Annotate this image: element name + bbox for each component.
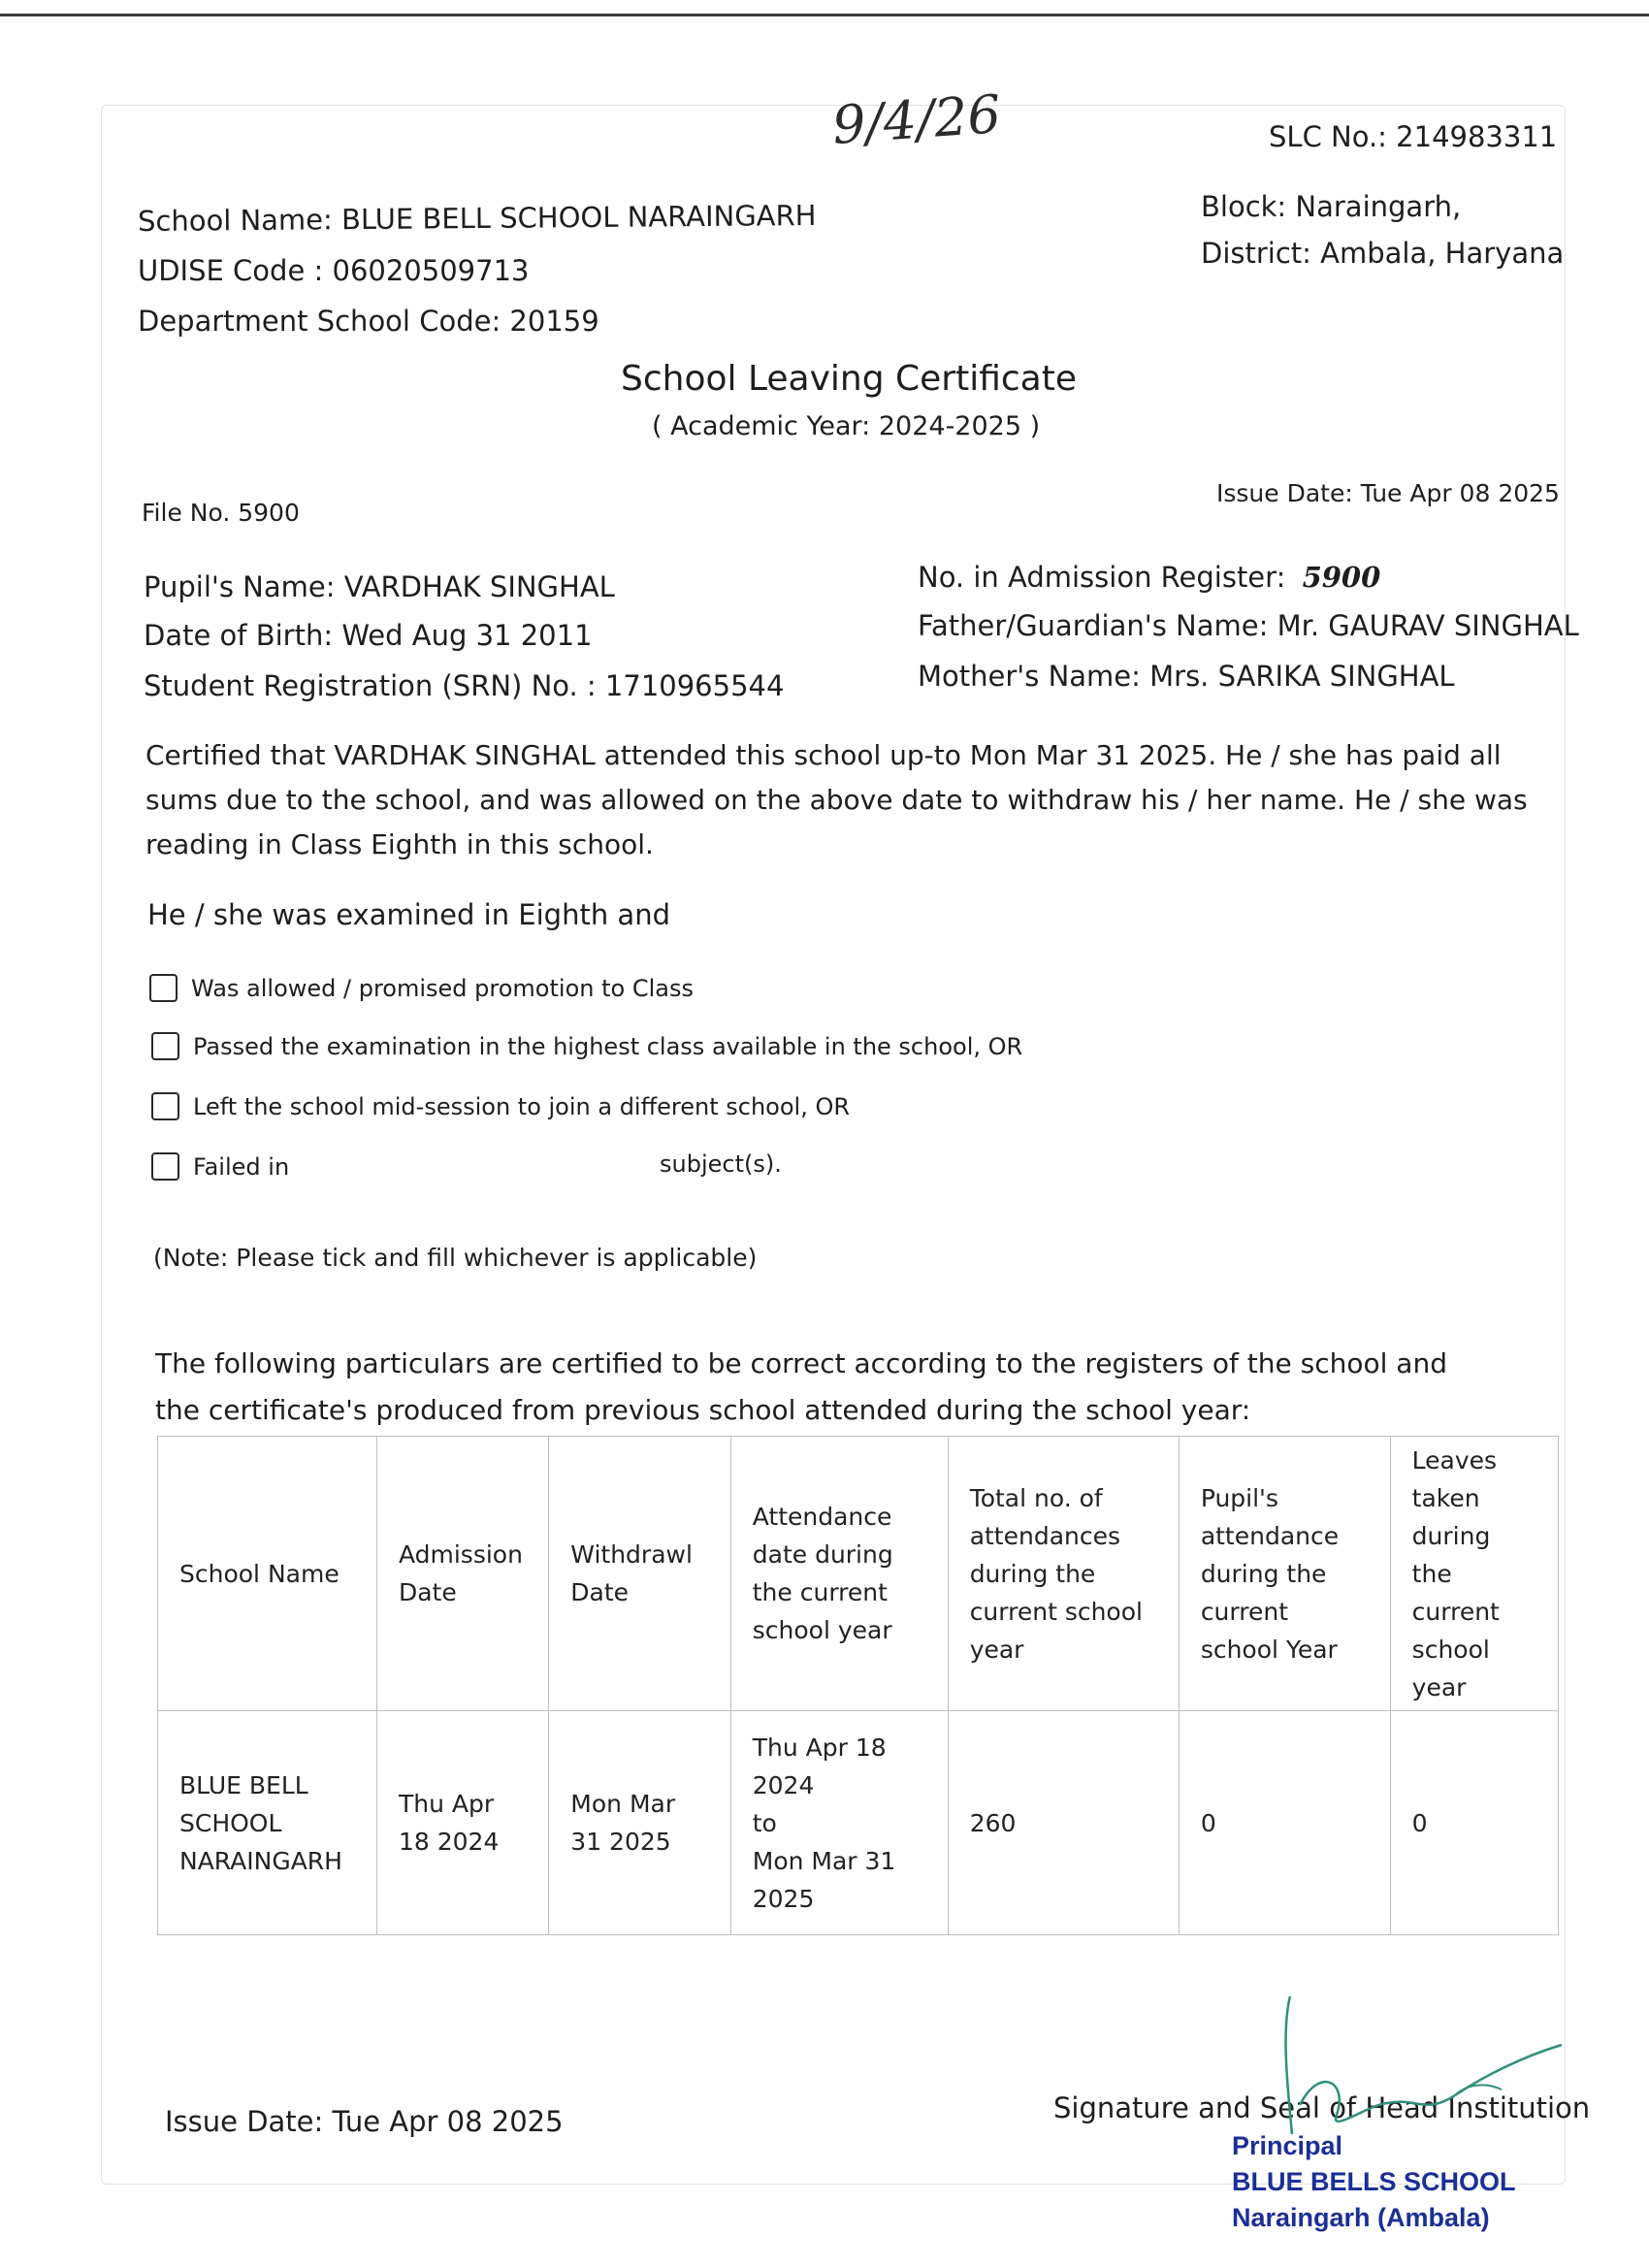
date-of-birth: Date of Birth: Wed Aug 31 2011 [144, 619, 593, 652]
attendance-to: Mon Mar 31 2025 [752, 1846, 896, 1913]
cell-pupil-attendance: 0 [1179, 1711, 1390, 1935]
header-total-attendances: Total no. of attendances during the current school year [948, 1437, 1179, 1711]
option-label: Was allowed / promised promotion to Class [191, 974, 694, 1002]
failed-checkbox[interactable] [151, 1152, 179, 1181]
father-name: Father/Guardian's Name: Mr. GAURAV SINGHAL [918, 609, 1579, 642]
seal-line-school: BLUE BELLS SCHOOL [1232, 2167, 1516, 2196]
left-checkbox[interactable] [151, 1092, 179, 1120]
srn-number: Student Registration (SRN) No. : 1710965544 [144, 669, 785, 702]
scan-top-edge [0, 14, 1649, 16]
option-failed[interactable] [151, 1152, 289, 1181]
mother-name: Mother's Name: Mrs. SARIKA SINGHAL [918, 660, 1455, 693]
district: District: Ambala, Haryana [1201, 237, 1565, 270]
file-number: File No. 5900 [142, 499, 300, 527]
cell-withdrawl-date: Mon Mar 31 2025 [549, 1711, 730, 1935]
attendance-from: Thu Apr 18 2024 [752, 1733, 887, 1799]
table-header-row [158, 1437, 1559, 1711]
signature-label: Signature and Seal of Head Institution [1053, 2091, 1591, 2124]
promotion-checkbox[interactable] [149, 974, 178, 1002]
slc-number: SLC No.: 214983311 [1269, 120, 1558, 153]
handwritten-date: 9/4/26 [830, 83, 1003, 156]
option-label: Failed in [193, 1152, 290, 1181]
note: (Note: Please tick and fill whichever is applicable) [153, 1244, 758, 1272]
udise-code: UDISE Code : 06020509713 [138, 254, 530, 287]
issue-date-bottom: Issue Date: Tue Apr 08 2025 [165, 2105, 564, 2138]
cell-school-name: BLUE BELL SCHOOL NARAINGARH [158, 1711, 377, 1935]
header-admission-date: Admission Date [376, 1437, 548, 1711]
certificate-title: School Leaving Certificate [621, 359, 1078, 399]
seal-line-location: Naraingarh (Ambala) [1232, 2203, 1490, 2232]
header-pupil-attendance: Pupil's attendance during the current school Year [1179, 1437, 1390, 1711]
option-promotion[interactable] [149, 974, 694, 1002]
header-school-name: School Name [158, 1437, 377, 1711]
admission-register-label: No. in Admission Register: [918, 561, 1286, 594]
issue-date-top: Issue Date: Tue Apr 08 2025 [1216, 479, 1560, 507]
failed-subjects-suffix: subject(s). [660, 1150, 782, 1178]
principal-seal [1232, 2128, 1516, 2236]
header-leaves-taken: Leaves taken during the current school year [1390, 1437, 1558, 1711]
seal-line-principal: Principal [1232, 2131, 1343, 2160]
option-label: Passed the examination in the highest class available in the school, OR [193, 1032, 1023, 1060]
particulars-table [157, 1436, 1559, 1935]
cell-leaves-taken: 0 [1390, 1711, 1558, 1935]
attendance-to-word: to [752, 1808, 777, 1837]
examined-line: He / she was examined in Eighth and [147, 898, 670, 931]
pupil-name: Pupil's Name: VARDHAK SINGHAL [144, 570, 615, 603]
block: Block: Naraingarh, [1201, 190, 1462, 223]
admission-register-value: 5900 [1302, 561, 1381, 594]
option-passed-highest[interactable] [151, 1032, 1022, 1060]
cell-total-attendances: 260 [948, 1711, 1179, 1935]
option-label: Left the school mid-session to join a different school, OR [193, 1092, 851, 1120]
option-left-mid-session[interactable] [151, 1092, 850, 1120]
header-attendance-date: Attendance date during the current school year [730, 1437, 948, 1711]
department-school-code: Department School Code: 20159 [138, 305, 599, 338]
school-name: School Name: BLUE BELL SCHOOL NARAINGARH [137, 198, 817, 239]
academic-year: ( Academic Year: 2024-2025 ) [652, 411, 1041, 441]
particulars-intro: The following particulars are certified to be correct according to the registers of the school and the certificate's produced from previous school attended during the school year: [155, 1347, 1447, 1426]
cell-admission-date: Thu Apr 18 2024 [376, 1711, 548, 1935]
certification-statement: Certified that VARDHAK SINGHAL attended this school up-to Mon Mar 31 2025. He / she has paid all sums due to the school, and was allowed on the above date to withdraw his / her name. He / she was reading in Class Eighth in this school. [146, 739, 1528, 860]
table-row [158, 1711, 1559, 1935]
cell-attendance-period [730, 1711, 948, 1935]
header-withdrawl-date: Withdrawl Date [549, 1437, 730, 1711]
admission-register [918, 561, 1380, 594]
passed-checkbox[interactable] [151, 1032, 179, 1060]
